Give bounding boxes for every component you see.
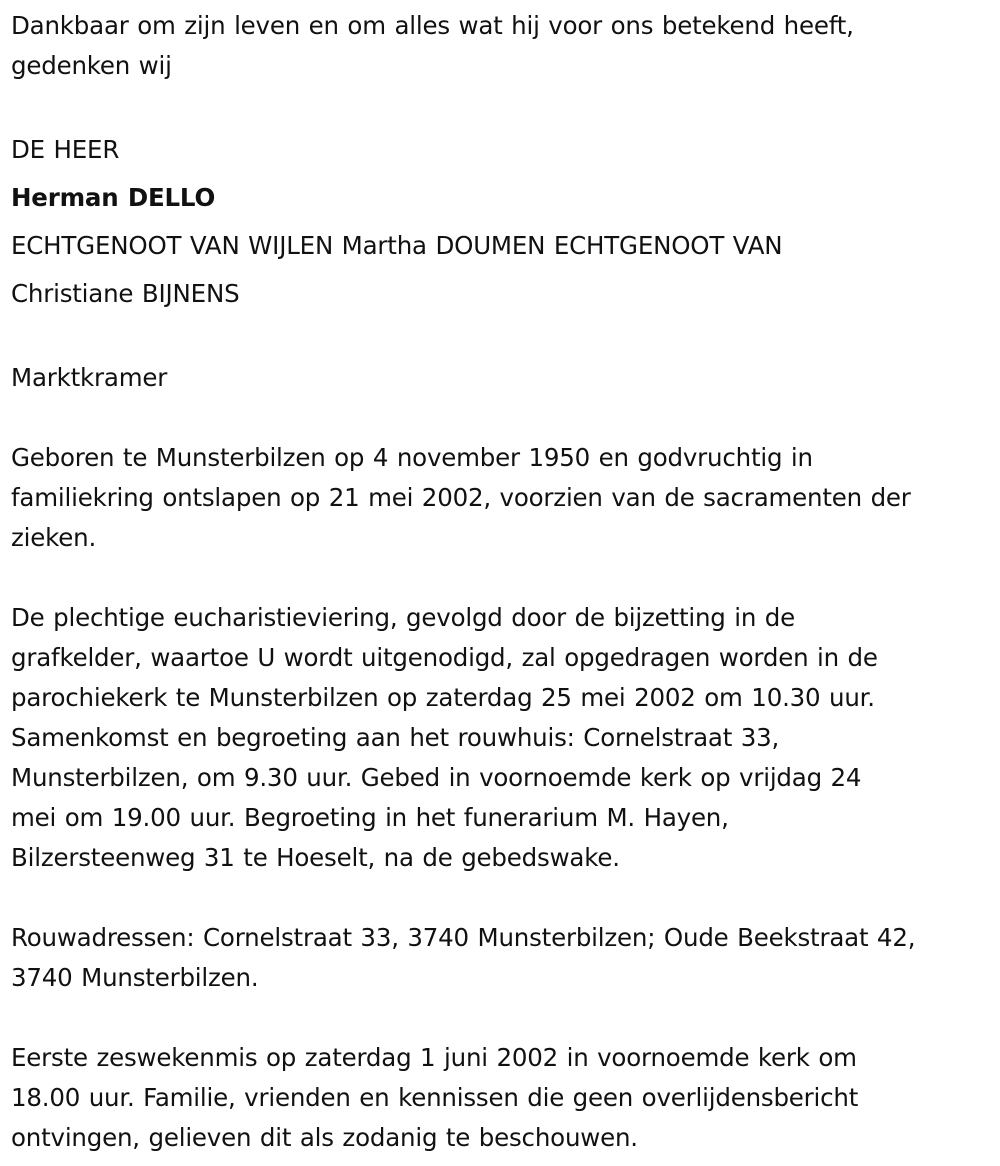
obituary-document — [11, 6, 996, 1158]
intro-line: Dankbaar om zijn leven en om alles wat hij voor ons betekend heeft, — [11, 11, 854, 40]
addresses-paragraph — [11, 918, 996, 998]
text-line: grafkelder, waartoe U wordt uitgenodigd, zal opgedragen worden in de — [11, 643, 878, 672]
intro-line: gedenken wij — [11, 51, 172, 80]
paragraph-gap — [11, 398, 996, 438]
occupation-paragraph — [11, 358, 996, 398]
spouse-line: ECHTGENOOT VAN WIJLEN Martha DOUMEN ECHTGENOOT VAN — [11, 231, 783, 260]
paragraph-gap — [11, 998, 996, 1038]
paragraph-gap — [11, 318, 996, 358]
text-line: familiekring ontslapen op 21 mei 2002, voorzien van de sacramenten der — [11, 483, 911, 512]
text-line: ontvingen, gelieven dit als zodanig te beschouwen. — [11, 1123, 638, 1152]
text-line: Rouwadressen: Cornelstraat 33, 3740 Munsterbilzen; Oude Beekstraat 42, — [11, 923, 916, 952]
text-line: Munsterbilzen, om 9.30 uur. Gebed in voornoemde kerk op vrijdag 24 — [11, 763, 862, 792]
text-line: Samenkomst en begroeting aan het rouwhuis: Cornelstraat 33, — [11, 723, 780, 752]
text-line: 18.00 uur. Familie, vrienden en kennissen die geen overlijdensbericht — [11, 1083, 859, 1112]
text-line: 3740 Munsterbilzen. — [11, 963, 259, 992]
birth-death-paragraph — [11, 438, 996, 558]
text-line: Bilzersteenweg 31 te Hoeselt, na de gebedswake. — [11, 843, 620, 872]
paragraph-gap — [11, 86, 996, 126]
spouse-line: Christiane BIJNENS — [11, 279, 240, 308]
text-line: parochiekerk te Munsterbilzen op zaterdag 25 mei 2002 om 10.30 uur. — [11, 683, 875, 712]
ceremony-paragraph — [11, 598, 996, 878]
intro-paragraph — [11, 6, 996, 86]
paragraph-gap — [11, 878, 996, 918]
paragraph-gap — [11, 558, 996, 598]
text-line: De plechtige eucharistieviering, gevolgd door de bijzetting in de — [11, 603, 795, 632]
text-line: zieken. — [11, 523, 97, 552]
deceased-name: Herman DELLO — [11, 183, 216, 212]
occupation: Marktkramer — [11, 363, 168, 392]
text-line: Eerste zeswekenmis op zaterdag 1 juni 2002 in voornoemde kerk om — [11, 1043, 857, 1072]
text-line: Geboren te Munsterbilzen op 4 november 1950 en godvruchtig in — [11, 443, 813, 472]
text-line: mei om 19.00 uur. Begroeting in het funerarium M. Hayen, — [11, 803, 729, 832]
memorial-paragraph — [11, 1038, 996, 1158]
salutation: DE HEER — [11, 135, 120, 164]
deceased-block — [11, 126, 996, 318]
